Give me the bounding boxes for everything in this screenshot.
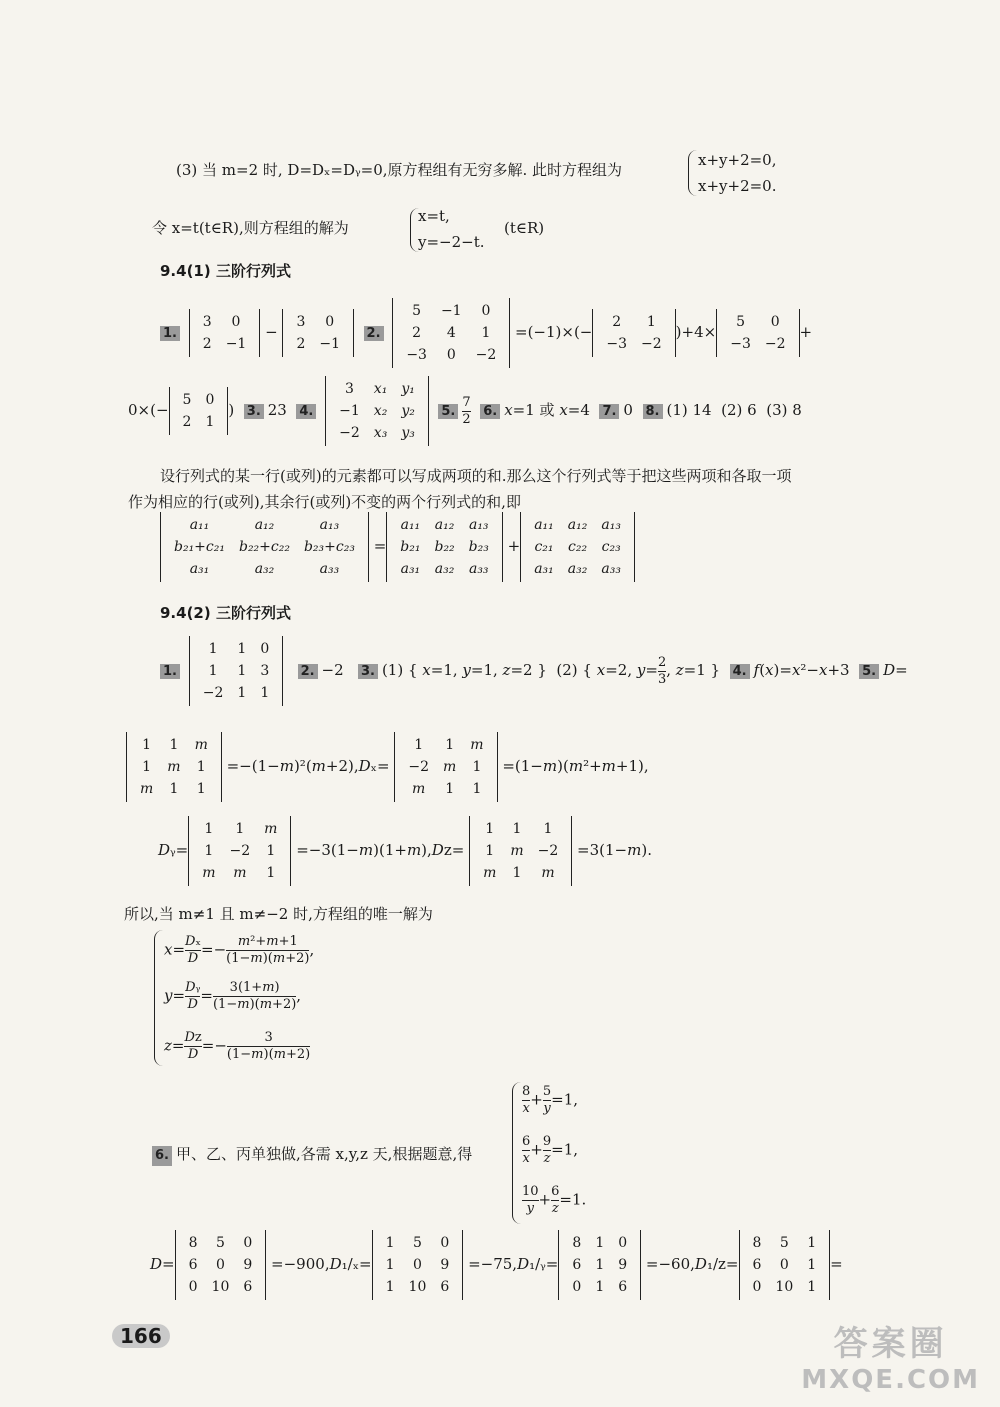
- eq3: $\frac{10}{y}$ + $\frac{6}{z}$ =1.: [522, 1184, 587, 1216]
- identity-row: a₁₁ a₁₂ a₁₃ b₂₁+c₂₁ b₂₂+c₂₂ b₂₃+c₂₃ a₃₁ a₃₂ a₃₃ = a₁₁ a₁₂ a₁₃ b₂₁ b₂₂ b₂₃ a₃₁ a₃₂ a₃₃ + a₁₁ a₁₂ a₁₃ c₂₁ c₂₂ c₂₃ a₃₁ a₃₂ a₃₃: [160, 512, 635, 582]
- para-2: 作为相应的行(或列),其余行(或列)不变的两个行列式的和,即: [128, 493, 521, 511]
- line-3: (3) 当 m=2 时, D=Dₓ=Dᵧ=0,原方程组有无穷多解. 此时方程组为: [176, 161, 623, 179]
- q6-text: 6. 甲、乙、丙单独做,各需 x,y,z 天,根据题意,得: [152, 1144, 472, 1166]
- heading-9-4-2: 9.4(2) 三阶行列式: [160, 604, 291, 622]
- q1-row: 1. 3 0 2 −1 − 3 0 2 −1 2. 5 −1 0 2 4 1 −3 0 −2 =(−1)×(− 2 1 −3 −2 )+4× 5 0 −3 −2 +: [160, 298, 812, 368]
- eq1: $\frac{8}{x}$ + $\frac{5}{y}$ =1,: [522, 1084, 579, 1116]
- sys2: x+y+2=0.: [698, 177, 777, 195]
- unique-sol-text: 所以,当 m≠1 且 m≠−2 时,方程组的唯一解为: [124, 905, 433, 923]
- page-number: 166: [112, 1324, 170, 1348]
- brace: [154, 930, 163, 1066]
- para-1: 设行列式的某一行(或列)的元素都可以写成两项的和.那么这个行列式等于把这些两项和各取一项: [160, 467, 792, 485]
- brace: [688, 150, 697, 196]
- eq2: $\frac{6}{x}$ + $\frac{9}{z}$ =1,: [522, 1134, 579, 1166]
- sol-z: z= $\frac{Dz}{D}$ =− $\frac{3}{(1-m)(m+2)}$: [164, 1030, 311, 1062]
- Dy-row: Dᵧ= 1 1 m 1 −2 1 m m 1 =−3(1−m)(1+m),Dz= 1 1 1 1 m −2 m 1 m =3(1−m).: [158, 816, 652, 886]
- sys1: x+y+2=0,: [698, 151, 777, 169]
- q2-row: 0×(− 5 0 2 1 ) 3. 23 4. 3 x₁ y₁ −1 x₂ y₂ −2 x₃ y₃ 5. $\frac{7}{2}$ 6. x=1 或 x=4 7. 0 8. (1) 14 (2) 6 (3) 8: [128, 376, 802, 446]
- D-row: 1 1 m 1 m 1 m 1 1 =−(1−m)²(m+2),Dₓ= 1 1 m −2 m 1 m 1 1 =(1−m)(m²+m+1),: [126, 732, 649, 802]
- D-final-row: D= 8 5 0 6 0 9 0 10 6 =−900,D₁/ₓ= 1 5 0 1 0 9 1 10 6 =−75,D₁/ᵧ= 8 1 0 6 1 9 0 1 6 =−60,D₁/z= 8 5 1 6 0 1 0 10 1 =: [150, 1230, 843, 1300]
- brace: [512, 1082, 521, 1224]
- sol1: x=t,: [418, 207, 450, 225]
- line-t: 令 x=t(t∈R),则方程组的解为: [152, 219, 349, 237]
- heading-9-4-1: 9.4(1) 三阶行列式: [160, 262, 291, 280]
- sol-x: x= $\frac{\text{Dₓ}}{D}$ =− $\frac{\text{m²+m+1}}{(1-m)(m+2)}$ ,: [164, 934, 315, 966]
- watermark: 答案圈 MXQE.COM: [801, 1324, 980, 1395]
- sol-y: y= $\frac{\text{Dᵧ}}{D}$ = $\frac{3(1+m)}{(1-m)(m+2)}$ ,: [164, 980, 302, 1012]
- s2-q1-row: 1. 1 1 0 1 1 3 −2 1 1 2. −2 3. (1) { x=1, y=1, z=2 } (2) { x=2, y= $\frac{2}{3}$ , z=1 } 4. f(x)=x²−x+3 5. D=: [160, 636, 908, 706]
- sol2: y=−2−t.: [418, 233, 485, 251]
- sol-cond: (t∈R): [504, 219, 545, 237]
